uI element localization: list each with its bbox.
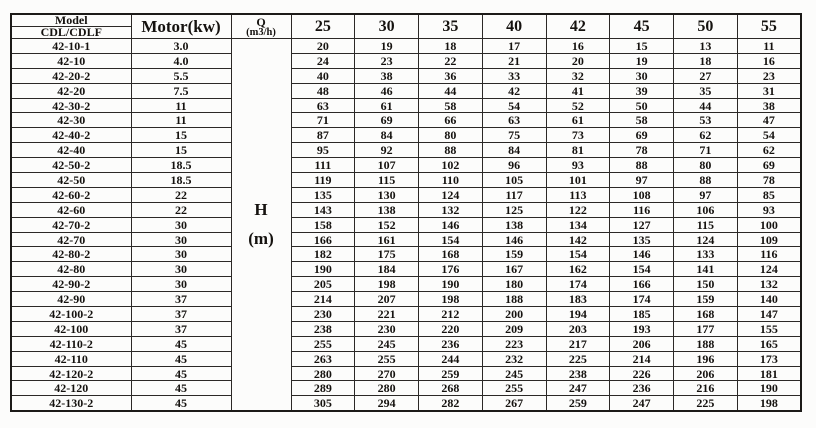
header-row-top (11, 14, 801, 27)
head-value-cell: 16 (546, 39, 610, 54)
head-value-cell: 226 (610, 366, 674, 381)
head-value-cell: 71 (674, 143, 738, 158)
head-value-cell: 23 (355, 53, 419, 68)
head-value-cell: 174 (546, 277, 610, 292)
table-row (11, 217, 801, 232)
head-value-cell: 27 (674, 68, 738, 83)
head-value-cell: 280 (355, 381, 419, 396)
table-row (11, 143, 801, 158)
model-cell: 42-110 (11, 351, 131, 366)
head-value-cell: 158 (291, 217, 355, 232)
head-value-cell: 44 (674, 98, 738, 113)
model-cell: 42-100-2 (11, 307, 131, 322)
head-value-cell: 52 (546, 98, 610, 113)
table-row (11, 128, 801, 143)
head-value-cell: 102 (419, 158, 483, 173)
head-value-cell: 193 (610, 321, 674, 336)
head-value-cell: 220 (419, 321, 483, 336)
head-value-cell: 124 (737, 262, 801, 277)
head-value-cell: 20 (546, 53, 610, 68)
table-row (11, 98, 801, 113)
head-value-cell: 36 (419, 68, 483, 83)
head-value-cell: 38 (355, 68, 419, 83)
head-value-cell: 166 (610, 277, 674, 292)
table-row (11, 262, 801, 277)
model-cell: 42-10 (11, 53, 131, 68)
head-value-cell: 132 (737, 277, 801, 292)
head-value-cell: 97 (610, 173, 674, 188)
table-row (11, 173, 801, 188)
flow-header-50: 50 (674, 14, 738, 39)
model-cell: 42-70-2 (11, 217, 131, 232)
head-value-cell: 138 (482, 217, 546, 232)
q-unit-label: (m3/h) (246, 26, 276, 38)
head-value-cell: 259 (419, 366, 483, 381)
head-value-cell: 244 (419, 351, 483, 366)
head-value-cell: 22 (419, 53, 483, 68)
model-cell: 42-20 (11, 83, 131, 98)
head-value-cell: 159 (482, 247, 546, 262)
head-value-cell: 198 (355, 277, 419, 292)
head-value-cell: 35 (674, 83, 738, 98)
head-value-cell: 19 (355, 39, 419, 54)
head-value-cell: 162 (546, 262, 610, 277)
head-value-cell: 225 (546, 351, 610, 366)
flow-q-header (231, 14, 291, 39)
head-value-cell: 181 (737, 366, 801, 381)
head-value-cell: 63 (482, 113, 546, 128)
head-value-cell: 255 (291, 336, 355, 351)
motor-kw-cell: 45 (131, 381, 231, 396)
head-value-cell: 80 (674, 158, 738, 173)
table-row (11, 187, 801, 202)
motor-kw-cell: 30 (131, 217, 231, 232)
motor-kw-cell: 22 (131, 187, 231, 202)
motor-header: Motor(kw) (131, 14, 231, 39)
head-value-cell: 140 (737, 292, 801, 307)
head-value-cell: 188 (482, 292, 546, 307)
head-value-cell: 87 (291, 128, 355, 143)
head-value-cell: 78 (737, 173, 801, 188)
head-value-cell: 294 (355, 396, 419, 411)
head-value-cell: 175 (355, 247, 419, 262)
head-value-cell: 66 (419, 113, 483, 128)
table-row (11, 53, 801, 68)
head-value-cell: 225 (674, 396, 738, 411)
motor-kw-cell: 18.5 (131, 158, 231, 173)
flow-header-42: 42 (546, 14, 610, 39)
model-cell: 42-120 (11, 381, 131, 396)
head-value-cell: 122 (546, 202, 610, 217)
head-value-cell: 115 (355, 173, 419, 188)
motor-kw-cell: 7.5 (131, 83, 231, 98)
motor-kw-cell: 37 (131, 321, 231, 336)
flow-header-25: 25 (291, 14, 355, 39)
head-value-cell: 85 (737, 187, 801, 202)
motor-kw-cell: 30 (131, 277, 231, 292)
table-row (11, 39, 801, 54)
head-value-cell: 41 (546, 83, 610, 98)
head-value-cell: 223 (482, 336, 546, 351)
head-value-cell: 108 (610, 187, 674, 202)
head-value-cell: 61 (546, 113, 610, 128)
head-value-cell: 18 (674, 53, 738, 68)
table-row (11, 351, 801, 366)
head-value-cell: 111 (291, 158, 355, 173)
head-value-cell: 135 (291, 187, 355, 202)
table-row (11, 113, 801, 128)
head-value-cell: 84 (482, 143, 546, 158)
head-value-cell: 268 (419, 381, 483, 396)
head-value-cell: 39 (610, 83, 674, 98)
head-value-cell: 124 (674, 232, 738, 247)
model-cell: 42-90-2 (11, 277, 131, 292)
table-row (11, 292, 801, 307)
model-cell: 42-40 (11, 143, 131, 158)
table-row (11, 68, 801, 83)
table-row (11, 307, 801, 322)
head-value-cell: 167 (482, 262, 546, 277)
head-value-cell: 232 (482, 351, 546, 366)
table-body (11, 39, 801, 411)
motor-kw-cell: 45 (131, 351, 231, 366)
motor-kw-cell: 45 (131, 366, 231, 381)
head-value-cell: 16 (737, 53, 801, 68)
head-value-cell: 63 (291, 98, 355, 113)
head-value-cell: 97 (674, 187, 738, 202)
head-value-cell: 84 (355, 128, 419, 143)
table-row (11, 321, 801, 336)
head-value-cell: 152 (355, 217, 419, 232)
head-value-cell: 198 (737, 396, 801, 411)
table-row (11, 396, 801, 411)
head-value-cell: 183 (546, 292, 610, 307)
head-value-cell: 168 (674, 307, 738, 322)
head-value-cell: 18 (419, 39, 483, 54)
table-row (11, 247, 801, 262)
head-value-cell: 58 (610, 113, 674, 128)
model-cell: 42-30 (11, 113, 131, 128)
head-value-cell: 130 (355, 187, 419, 202)
head-value-cell: 146 (610, 247, 674, 262)
head-value-cell: 280 (291, 366, 355, 381)
head-value-cell: 270 (355, 366, 419, 381)
head-value-cell: 150 (674, 277, 738, 292)
head-value-cell: 247 (610, 396, 674, 411)
head-value-cell: 155 (737, 321, 801, 336)
head-value-cell: 165 (737, 336, 801, 351)
head-value-cell: 40 (291, 68, 355, 83)
head-value-cell: 113 (546, 187, 610, 202)
head-value-cell: 236 (610, 381, 674, 396)
model-cell: 42-40-2 (11, 128, 131, 143)
table-row (11, 277, 801, 292)
table-row (11, 232, 801, 247)
head-value-cell: 13 (674, 39, 738, 54)
head-value-cell: 100 (737, 217, 801, 232)
q-label: Q (256, 14, 266, 29)
model-cell: 42-100 (11, 321, 131, 336)
head-value-cell: 177 (674, 321, 738, 336)
motor-kw-cell: 30 (131, 262, 231, 277)
head-value-cell: 263 (291, 351, 355, 366)
head-value-cell: 124 (419, 187, 483, 202)
head-value-cell: 88 (610, 158, 674, 173)
head-value-cell: 154 (419, 232, 483, 247)
head-value-cell: 96 (482, 158, 546, 173)
head-value-cell: 107 (355, 158, 419, 173)
head-value-cell: 209 (482, 321, 546, 336)
head-value-cell: 62 (737, 143, 801, 158)
head-value-cell: 80 (419, 128, 483, 143)
motor-kw-cell: 11 (131, 113, 231, 128)
head-value-cell: 132 (419, 202, 483, 217)
head-value-cell: 127 (610, 217, 674, 232)
head-value-cell: 71 (291, 113, 355, 128)
head-value-cell: 180 (482, 277, 546, 292)
model-series-header: CDL/CDLF (11, 27, 131, 39)
head-unit-cell (231, 39, 291, 411)
head-value-cell: 78 (610, 143, 674, 158)
head-value-cell: 216 (674, 381, 738, 396)
head-value-cell: 15 (610, 39, 674, 54)
model-cell: 42-80 (11, 262, 131, 277)
model-cell: 42-120-2 (11, 366, 131, 381)
head-value-cell: 161 (355, 232, 419, 247)
model-cell: 42-90 (11, 292, 131, 307)
model-cell: 42-60 (11, 202, 131, 217)
head-value-cell: 214 (610, 351, 674, 366)
flow-header-40: 40 (482, 14, 546, 39)
head-value-cell: 159 (674, 292, 738, 307)
head-value-cell: 119 (291, 173, 355, 188)
head-value-cell: 188 (674, 336, 738, 351)
head-value-cell: 109 (737, 232, 801, 247)
head-value-cell: 154 (546, 247, 610, 262)
head-value-cell: 174 (610, 292, 674, 307)
motor-kw-cell: 15 (131, 143, 231, 158)
head-value-cell: 305 (291, 396, 355, 411)
head-value-cell: 238 (546, 366, 610, 381)
model-cell: 42-50 (11, 173, 131, 188)
head-value-cell: 238 (291, 321, 355, 336)
head-value-cell: 147 (737, 307, 801, 322)
head-value-cell: 196 (674, 351, 738, 366)
motor-kw-cell: 5.5 (131, 68, 231, 83)
head-value-cell: 125 (482, 202, 546, 217)
head-value-cell: 31 (737, 83, 801, 98)
motor-kw-cell: 30 (131, 232, 231, 247)
model-cell: 42-30-2 (11, 98, 131, 113)
head-value-cell: 54 (737, 128, 801, 143)
head-value-cell: 194 (546, 307, 610, 322)
motor-kw-cell: 30 (131, 247, 231, 262)
head-value-cell: 184 (355, 262, 419, 277)
head-value-cell: 133 (674, 247, 738, 262)
motor-kw-cell: 45 (131, 336, 231, 351)
head-value-cell: 245 (355, 336, 419, 351)
head-value-cell: 217 (546, 336, 610, 351)
head-value-cell: 236 (419, 336, 483, 351)
head-value-cell: 93 (546, 158, 610, 173)
model-cell: 42-70 (11, 232, 131, 247)
model-cell: 42-10-1 (11, 39, 131, 54)
motor-kw-cell: 3.0 (131, 39, 231, 54)
table-row (11, 336, 801, 351)
head-value-cell: 58 (419, 98, 483, 113)
table-row (11, 83, 801, 98)
flow-header-45: 45 (610, 14, 674, 39)
head-value-cell: 190 (419, 277, 483, 292)
head-value-cell: 24 (291, 53, 355, 68)
head-value-cell: 115 (674, 217, 738, 232)
model-header: Model (11, 14, 131, 27)
head-value-cell: 146 (419, 217, 483, 232)
head-value-cell: 106 (674, 202, 738, 217)
head-value-cell: 200 (482, 307, 546, 322)
head-value-cell: 19 (610, 53, 674, 68)
head-value-cell: 88 (674, 173, 738, 188)
head-value-cell: 11 (737, 39, 801, 54)
flow-header-30: 30 (355, 14, 419, 39)
motor-kw-cell: 11 (131, 98, 231, 113)
head-value-cell: 198 (419, 292, 483, 307)
motor-kw-cell: 4.0 (131, 53, 231, 68)
head-value-cell: 30 (610, 68, 674, 83)
head-value-cell: 42 (482, 83, 546, 98)
head-value-cell: 141 (674, 262, 738, 277)
head-value-cell: 176 (419, 262, 483, 277)
head-value-cell: 185 (610, 307, 674, 322)
head-value-cell: 143 (291, 202, 355, 217)
head-value-cell: 230 (291, 307, 355, 322)
head-value-cell: 282 (419, 396, 483, 411)
head-value-cell: 205 (291, 277, 355, 292)
head-value-cell: 289 (291, 381, 355, 396)
head-value-cell: 116 (610, 202, 674, 217)
head-value-cell: 154 (610, 262, 674, 277)
head-value-cell: 138 (355, 202, 419, 217)
head-value-cell: 134 (546, 217, 610, 232)
head-value-cell: 203 (546, 321, 610, 336)
head-value-cell: 267 (482, 396, 546, 411)
head-value-cell: 110 (419, 173, 483, 188)
head-value-cell: 142 (546, 232, 610, 247)
head-value-cell: 38 (737, 98, 801, 113)
table-row (11, 381, 801, 396)
head-value-cell: 101 (546, 173, 610, 188)
head-value-cell: 88 (419, 143, 483, 158)
head-value-cell: 17 (482, 39, 546, 54)
head-value-cell: 230 (355, 321, 419, 336)
model-cell: 42-80-2 (11, 247, 131, 262)
head-value-cell: 190 (737, 381, 801, 396)
pump-performance-table (10, 13, 802, 412)
head-value-cell: 23 (737, 68, 801, 83)
flow-header-35: 35 (419, 14, 483, 39)
head-value-cell: 206 (674, 366, 738, 381)
head-value-cell: 221 (355, 307, 419, 322)
model-cell: 42-20-2 (11, 68, 131, 83)
head-value-cell: 44 (419, 83, 483, 98)
motor-kw-cell: 18.5 (131, 173, 231, 188)
head-value-cell: 247 (546, 381, 610, 396)
head-value-cell: 54 (482, 98, 546, 113)
head-value-cell: 92 (355, 143, 419, 158)
head-value-cell: 168 (419, 247, 483, 262)
head-value-cell: 206 (610, 336, 674, 351)
head-value-cell: 48 (291, 83, 355, 98)
head-value-cell: 259 (546, 396, 610, 411)
head-value-cell: 146 (482, 232, 546, 247)
head-value-cell: 50 (610, 98, 674, 113)
head-value-cell: 20 (291, 39, 355, 54)
h-label: H (254, 200, 268, 220)
head-value-cell: 75 (482, 128, 546, 143)
head-value-cell: 173 (737, 351, 801, 366)
head-value-cell: 47 (737, 113, 801, 128)
motor-kw-cell: 37 (131, 307, 231, 322)
head-value-cell: 33 (482, 68, 546, 83)
head-value-cell: 255 (482, 381, 546, 396)
flow-header-55: 55 (737, 14, 801, 39)
head-value-cell: 32 (546, 68, 610, 83)
head-value-cell: 53 (674, 113, 738, 128)
h-unit-label: (m) (248, 229, 274, 249)
head-value-cell: 69 (737, 158, 801, 173)
table-row (11, 158, 801, 173)
head-value-cell: 69 (355, 113, 419, 128)
model-cell: 42-60-2 (11, 187, 131, 202)
motor-kw-cell: 15 (131, 128, 231, 143)
head-value-cell: 105 (482, 173, 546, 188)
head-value-cell: 245 (482, 366, 546, 381)
head-value-cell: 93 (737, 202, 801, 217)
head-value-cell: 116 (737, 247, 801, 262)
table-row (11, 202, 801, 217)
motor-kw-cell: 45 (131, 396, 231, 411)
model-cell: 42-50-2 (11, 158, 131, 173)
head-value-cell: 117 (482, 187, 546, 202)
head-value-cell: 46 (355, 83, 419, 98)
head-value-cell: 61 (355, 98, 419, 113)
head-value-cell: 255 (355, 351, 419, 366)
head-value-cell: 73 (546, 128, 610, 143)
motor-kw-cell: 22 (131, 202, 231, 217)
head-value-cell: 21 (482, 53, 546, 68)
model-cell: 42-130-2 (11, 396, 131, 411)
head-value-cell: 214 (291, 292, 355, 307)
head-value-cell: 190 (291, 262, 355, 277)
head-value-cell: 69 (610, 128, 674, 143)
head-value-cell: 207 (355, 292, 419, 307)
head-value-cell: 212 (419, 307, 483, 322)
table-row (11, 366, 801, 381)
model-cell: 42-110-2 (11, 336, 131, 351)
head-value-cell: 135 (610, 232, 674, 247)
head-value-cell: 95 (291, 143, 355, 158)
head-value-cell: 81 (546, 143, 610, 158)
head-value-cell: 62 (674, 128, 738, 143)
motor-kw-cell: 37 (131, 292, 231, 307)
head-value-cell: 166 (291, 232, 355, 247)
head-value-cell: 182 (291, 247, 355, 262)
